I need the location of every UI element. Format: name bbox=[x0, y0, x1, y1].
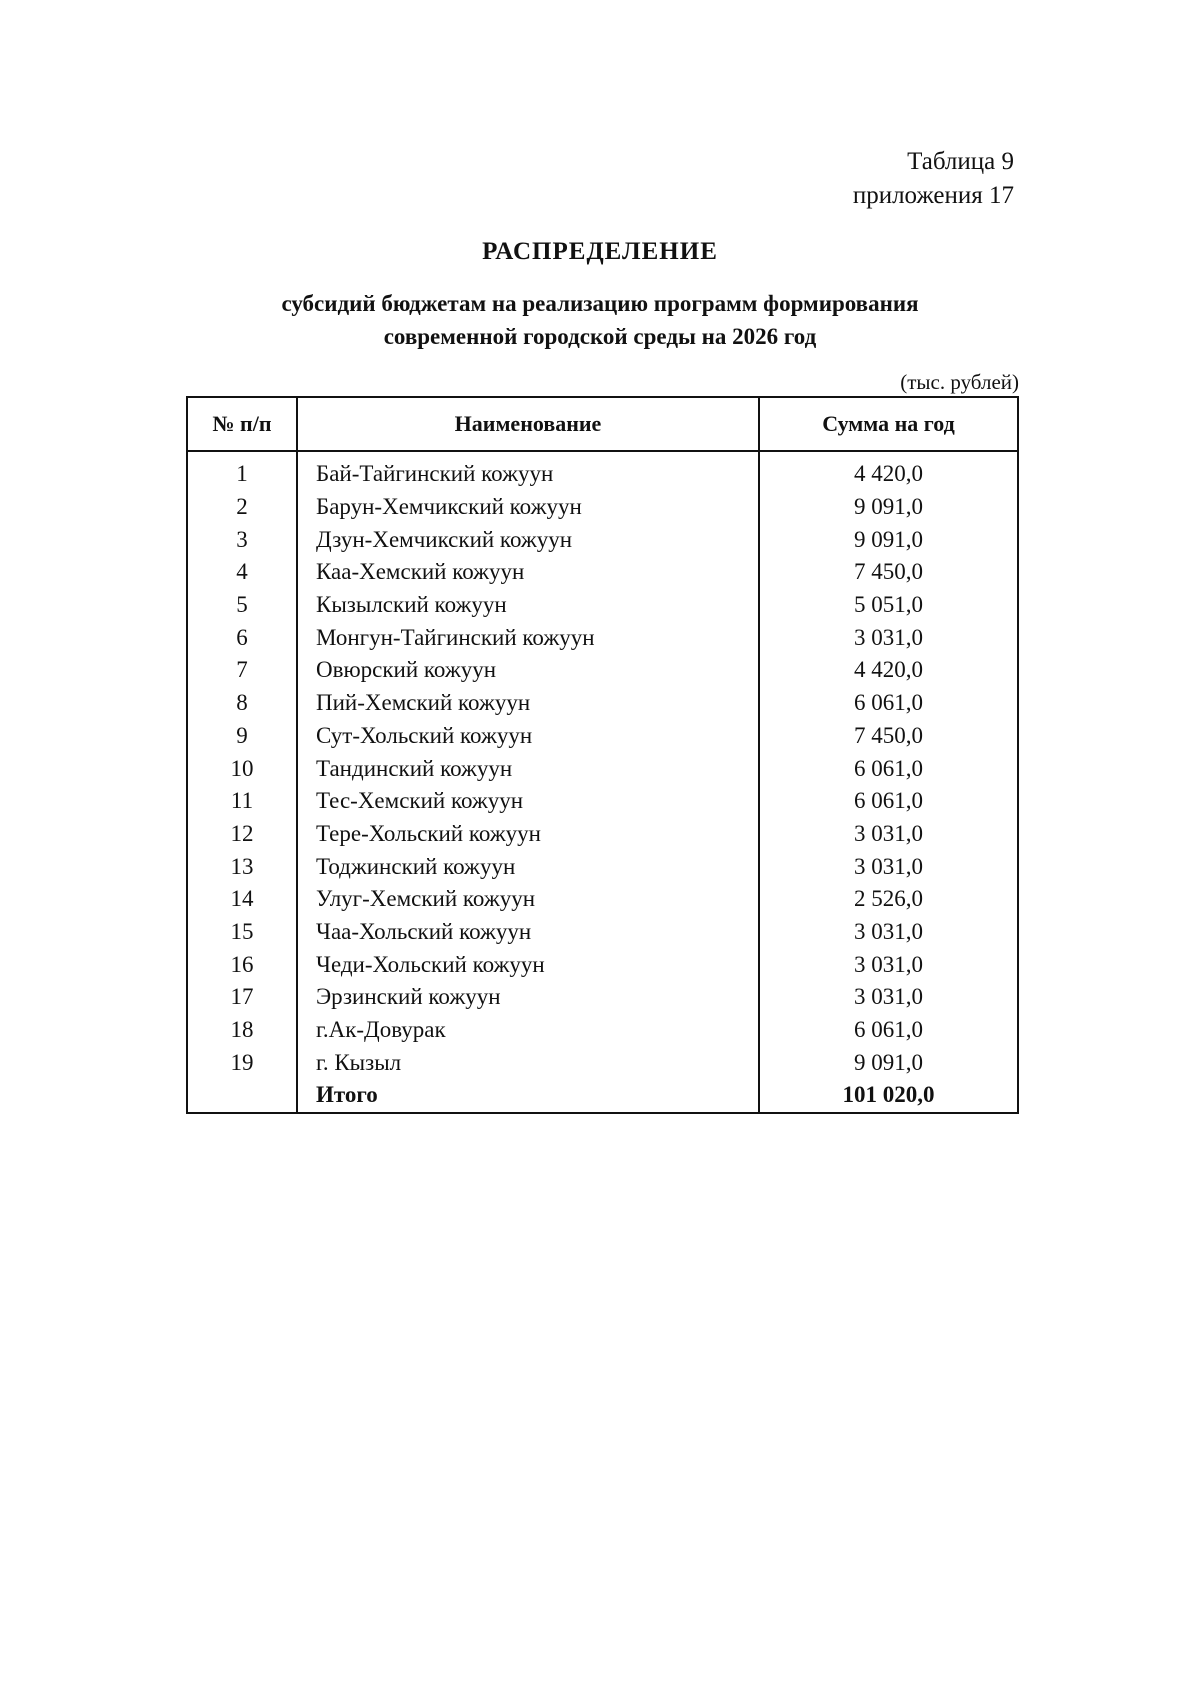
table-row bbox=[187, 916, 1018, 949]
row-number: 14 bbox=[187, 883, 297, 916]
document-subtitle bbox=[0, 287, 1200, 353]
total-label: Итого bbox=[297, 1079, 759, 1113]
document-title: РАСПРЕДЕЛЕНИЕ bbox=[482, 238, 718, 265]
table-row bbox=[187, 818, 1018, 851]
subtitle-line-2: современной городской среды на 2026 год bbox=[383, 324, 817, 349]
row-name: Эрзинский кожуун bbox=[297, 981, 759, 1014]
column-header-name: Наименование bbox=[297, 397, 759, 451]
table-row bbox=[187, 491, 1018, 524]
table-row bbox=[187, 752, 1018, 785]
total-number bbox=[187, 1079, 297, 1113]
row-number: 7 bbox=[187, 654, 297, 687]
units-note: (тыс. рублей) bbox=[900, 370, 1019, 394]
total-row bbox=[187, 1079, 1018, 1113]
table-body bbox=[187, 451, 1018, 1113]
row-name: Барун-Хемчикский кожуун bbox=[297, 491, 759, 524]
row-name: Чеди-Хольский кожуун bbox=[297, 948, 759, 981]
row-name: Тес-Хемский кожуун bbox=[297, 785, 759, 818]
row-name: г. Кызыл bbox=[297, 1046, 759, 1079]
appendix-label: приложения 17 bbox=[852, 182, 1014, 209]
row-sum: 6 061,0 bbox=[759, 1014, 1018, 1047]
row-number: 10 bbox=[187, 752, 297, 785]
row-name: Улуг-Хемский кожуун bbox=[297, 883, 759, 916]
row-number: 16 bbox=[187, 948, 297, 981]
row-name: г.Ак-Довурак bbox=[297, 1014, 759, 1047]
table-row bbox=[187, 654, 1018, 687]
table-header bbox=[187, 397, 1018, 451]
row-sum: 6 061,0 bbox=[759, 785, 1018, 818]
row-name: Каа-Хемский кожуун bbox=[297, 556, 759, 589]
row-sum: 3 031,0 bbox=[759, 621, 1018, 654]
row-number: 17 bbox=[187, 981, 297, 1014]
row-sum: 4 420,0 bbox=[759, 654, 1018, 687]
table-row bbox=[187, 948, 1018, 981]
row-name: Монгун-Тайгинский кожуун bbox=[297, 621, 759, 654]
row-name: Кызылский кожуун bbox=[297, 589, 759, 622]
row-number: 11 bbox=[187, 785, 297, 818]
row-sum: 9 091,0 bbox=[759, 491, 1018, 524]
row-name: Дзун-Хемчикский кожуун bbox=[297, 523, 759, 556]
table-row bbox=[187, 451, 1018, 491]
column-header-number: № п/п bbox=[187, 397, 297, 451]
table-row bbox=[187, 720, 1018, 753]
row-sum: 3 031,0 bbox=[759, 948, 1018, 981]
row-sum: 6 061,0 bbox=[759, 752, 1018, 785]
row-number: 12 bbox=[187, 818, 297, 851]
distribution-table bbox=[186, 396, 1019, 1114]
row-name: Пий-Хемский кожуун bbox=[297, 687, 759, 720]
row-sum: 5 051,0 bbox=[759, 589, 1018, 622]
table-row bbox=[187, 850, 1018, 883]
total-sum: 101 020,0 bbox=[759, 1079, 1018, 1113]
row-sum: 4 420,0 bbox=[759, 451, 1018, 491]
table-reference bbox=[853, 145, 1014, 213]
row-sum: 2 526,0 bbox=[759, 883, 1018, 916]
row-name: Тере-Хольский кожуун bbox=[297, 818, 759, 851]
row-sum: 3 031,0 bbox=[759, 818, 1018, 851]
row-sum: 7 450,0 bbox=[759, 720, 1018, 753]
table-row bbox=[187, 589, 1018, 622]
row-number: 9 bbox=[187, 720, 297, 753]
row-name: Сут-Хольский кожуун bbox=[297, 720, 759, 753]
row-number: 3 bbox=[187, 523, 297, 556]
row-number: 1 bbox=[187, 451, 297, 491]
subtitle-line-1: субсидий бюджетам на реализацию программ формирования bbox=[281, 291, 919, 316]
row-sum: 3 031,0 bbox=[759, 981, 1018, 1014]
table-row bbox=[187, 523, 1018, 556]
row-number: 15 bbox=[187, 916, 297, 949]
row-number: 6 bbox=[187, 621, 297, 654]
table-number-label: Таблица 9 bbox=[907, 148, 1014, 175]
row-number: 18 bbox=[187, 1014, 297, 1047]
table-row bbox=[187, 621, 1018, 654]
table-row bbox=[187, 556, 1018, 589]
row-sum: 6 061,0 bbox=[759, 687, 1018, 720]
row-number: 2 bbox=[187, 491, 297, 524]
row-name: Чаа-Хольский кожуун bbox=[297, 916, 759, 949]
row-name: Овюрский кожуун bbox=[297, 654, 759, 687]
row-sum: 3 031,0 bbox=[759, 850, 1018, 883]
table-row bbox=[187, 981, 1018, 1014]
row-number: 8 bbox=[187, 687, 297, 720]
row-number: 4 bbox=[187, 556, 297, 589]
row-sum: 9 091,0 bbox=[759, 1046, 1018, 1079]
table-row bbox=[187, 883, 1018, 916]
row-number: 13 bbox=[187, 850, 297, 883]
row-name: Бай-Тайгинский кожуун bbox=[297, 451, 759, 491]
row-name: Тандинский кожуун bbox=[297, 752, 759, 785]
row-sum: 7 450,0 bbox=[759, 556, 1018, 589]
table-header-row bbox=[187, 397, 1018, 451]
table-row bbox=[187, 687, 1018, 720]
row-number: 5 bbox=[187, 589, 297, 622]
row-sum: 3 031,0 bbox=[759, 916, 1018, 949]
table-row bbox=[187, 785, 1018, 818]
row-number: 19 bbox=[187, 1046, 297, 1079]
row-sum: 9 091,0 bbox=[759, 523, 1018, 556]
table-row bbox=[187, 1014, 1018, 1047]
table-row bbox=[187, 1046, 1018, 1079]
row-name: Тоджинский кожуун bbox=[297, 850, 759, 883]
column-header-sum: Сумма на год bbox=[759, 397, 1018, 451]
